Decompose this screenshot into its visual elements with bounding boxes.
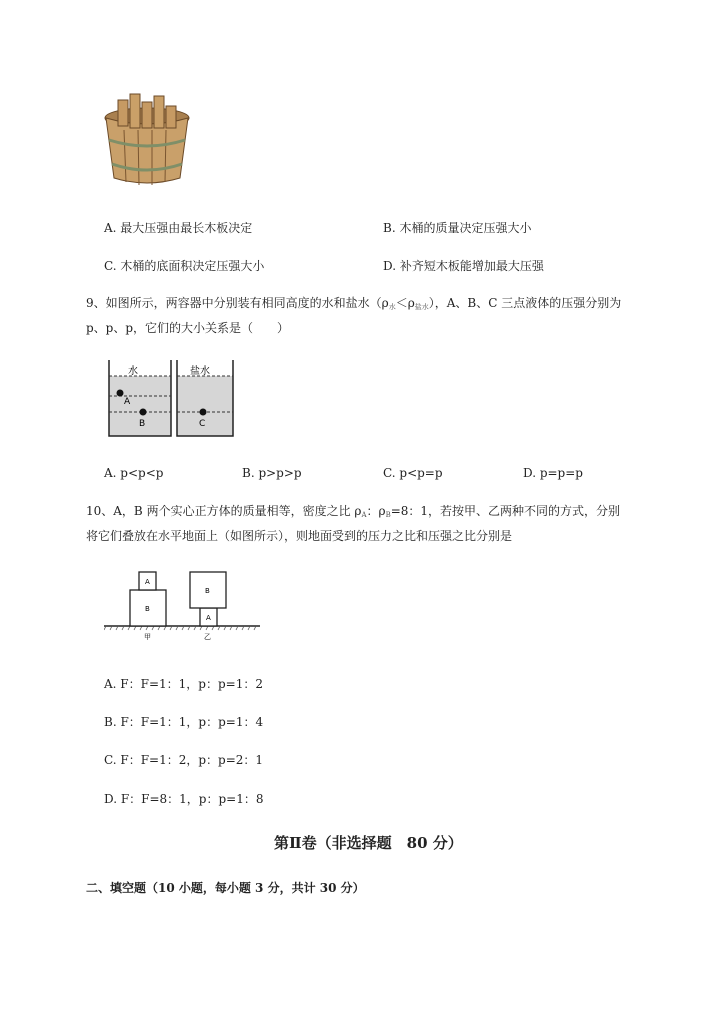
q9-sub-water: 水 (388, 303, 396, 311)
part-two-title: 第Ⅱ卷（非选择题 80 分） (274, 834, 463, 852)
q9-point-a (117, 390, 124, 397)
q10-yi-block-a: A (206, 614, 211, 622)
q9-label-a: A (124, 397, 131, 407)
q9-lt: ＜ρ (395, 296, 415, 310)
fill-in-section-heading: 二、填空题（10 小题，每小题 3 分，共计 30 分） (86, 881, 365, 895)
q8-option-b: B. 木桶的质量决定压强大小 (383, 221, 532, 235)
q9-containers-figure (106, 358, 236, 438)
q9-point-b (140, 409, 147, 416)
q10-stem-text-b: =8：1，若按甲、乙两种不同的方式，分别 (390, 504, 621, 518)
q10-option-a: A. F：F=1：1，p：p=1：2 (104, 677, 263, 691)
q10-stem-line2: 将它们叠放在水平地面上（如图所示），则地面受到的压力之比和压强之比分别是 (86, 529, 513, 543)
q10-jia-block-b: B (145, 605, 150, 613)
q10-label-yi: 乙 (204, 633, 211, 641)
q10-yi-block-b: B (205, 587, 210, 595)
q9-option-b: B. p>p>p (242, 466, 302, 480)
q8-option-c: C. 木桶的底面积决定压强大小 (104, 259, 265, 273)
q10-option-c: C. F：F=1：2，p：p=2：1 (104, 753, 264, 767)
wooden-bucket-image (100, 92, 195, 190)
q9-option-a: A. p<p<p (104, 466, 164, 480)
q9-stem-text-a: 9、如图所示，两容器中分别装有相同高度的水和盐水（ρ (86, 296, 389, 310)
q10-stacked-blocks-figure (104, 570, 262, 642)
q10-sub-a: A (361, 511, 367, 519)
q9-option-d: D. p=p=p (523, 466, 583, 480)
q9-label-brine: 盐水 (190, 366, 210, 377)
q10-sub-b: B (385, 511, 391, 519)
q10-option-d: D. F：F=8：1，p：p=1：8 (104, 792, 264, 806)
q9-stem-text-b: ），A、B、C 三点液体的压强分别为 (428, 296, 622, 310)
q10-option-b: B. F：F=1：1，p：p=1：4 (104, 715, 264, 729)
q10-stem-text-a: 10、A，B 两个实心正方体的质量相等，密度之比 ρ (86, 504, 362, 518)
q9-label-b: B (139, 419, 146, 429)
q10-jia-block-a: A (145, 578, 150, 586)
q9-stem-line1 (86, 292, 621, 318)
q8-option-d: D. 补齐短木板能增加最大压强 (383, 259, 544, 273)
q10-label-jia: 甲 (144, 633, 151, 641)
q9-point-c (200, 409, 207, 416)
q9-stem-line2: p、p、p，它们的大小关系是（ ） (86, 321, 290, 335)
q9-option-c: C. p<p=p (383, 466, 443, 480)
q9-label-water: 水 (128, 366, 138, 377)
q10-stem-line1 (86, 500, 620, 526)
q8-option-a: A. 最大压强由最长木板决定 (104, 221, 253, 235)
q10-colon: ：ρ (366, 504, 386, 518)
q9-sub-brine: 盐水 (414, 303, 429, 311)
q9-label-c: C (199, 419, 206, 429)
